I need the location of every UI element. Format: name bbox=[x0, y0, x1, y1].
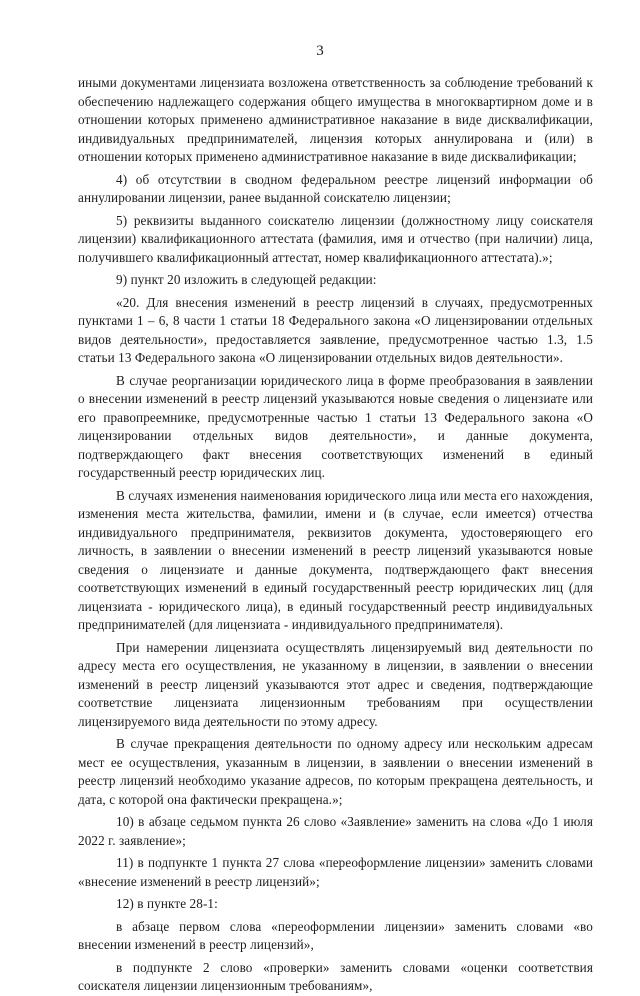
paragraph-item-9: 9) пункт 20 изложить в следующей редакции: bbox=[116, 272, 377, 287]
paragraph-item-11: 11) в подпункте 1 пункта 27 слова «переоформление лицензии» заменить словами «внесение изменений в реестр лицензий»; bbox=[78, 855, 593, 889]
paragraph-address-termination: В случае прекращения деятельности по одному адресу или нескольким адресам мест ее осуществления, указанным в лицензии, в заявлении о внесении изменений в реестр лицензий необходимо указание адресов, по которым прекращена деятельность, и дата, с которой она фактически прекращена.»; bbox=[78, 736, 593, 807]
paragraph-item-4: 4) об отсутствии в сводном федеральном реестре лицензий информации об аннулировании лицензии, ранее выданной соискателю лицензии; bbox=[78, 171, 593, 205]
paragraph-new-address: При намерении лицензиата осуществлять лицензируемый вид деятельности по адресу места его осуществления, не указанному в лицензии, в заявлении о внесении изменений в реестр лицензий указываются этот адрес и сведения, подтверждающие соответствие лицензиата лицензионным требованиям при осуществлении лицензируемого вида деятельности по этому адресу. bbox=[78, 639, 593, 729]
paragraph-item-10: 10) в абзаце седьмом пункта 26 слово «Заявление» заменить на слова «До 1 июля 2022 г. заявление»; bbox=[78, 814, 593, 848]
paragraph-item-12-first: в абзаце первом слова «переоформлении лицензии» заменить словами «во внесении изменений в реестр лицензий», bbox=[78, 918, 593, 952]
paragraph-clause-20: «20. Для внесения изменений в реестр лицензий в случаях, предусмотренных пунктами 1 – 6, 8 части 1 статьи 18 Федерального закона «О лицензировании отдельных видов деятельности», предоставляется заявление, предусмотренное частью 1.3, 1.5 статьи 13 Федерального закона «О лицензировании отдельных видов деятельности». bbox=[78, 294, 593, 365]
paragraph-item-12: 12) в пункте 28-1: bbox=[116, 896, 218, 911]
page-number: 3 bbox=[316, 43, 324, 59]
paragraph-continuation: иными документами лицензиата возложена ответственность за соблюдение требований к обеспечению надлежащего содержания общего имущества в многоквартирном доме и в отношении которых применено административное наказание в виде дисквалификации, индивидуальных предпринимателей, лицензия которых аннулирована и (или) в отношении которых применено административное наказание в виде дисквалификации; bbox=[78, 75, 593, 164]
document-body bbox=[78, 74, 593, 996]
paragraph-item-5: 5) реквизиты выданного соискателю лицензии (должностному лицу соискателя лицензии) квалификационного аттестата (фамилия, имя и отчество (при наличии) лица, получившего квалификационный аттестат, номер квалификационного аттестата).»; bbox=[78, 212, 593, 265]
paragraph-reorganization: В случае реорганизации юридического лица в форме преобразования в заявлении о внесении изменений в реестр лицензий указываются новые сведения о лицензиате или его правопреемнике, предусмотренные частью 1 статьи 13 Федерального закона «О лицензировании отдельных видов деятельности», и данные документа, подтверждающего факт внесения соответствующих изменений в единый государственный реестр юридических лиц. bbox=[78, 372, 593, 480]
paragraph-name-change: В случаях изменения наименования юридического лица или места его нахождения, изменения места жительства, фамилии, имени и (в случае, если имеется) отчества индивидуального предпринимателя, реквизитов документа, удостоверяющего его личность, в заявлении о внесении изменений в реестр лицензий указываются новые сведения о лицензиате и данные документа, подтверждающего факт внесения соответствующих изменений в единый государственный реестр юридических лиц (для лицензиата - юридического лица), в единый государственный реестр индивидуальных предпринимателей (для лицензиата - индивидуального предпринимателя). bbox=[78, 487, 593, 632]
paragraph-item-12-second: в подпункте 2 слово «проверки» заменить словами «оценки соответствия соискателя лицензии лицензионным требованиям», bbox=[78, 959, 593, 993]
